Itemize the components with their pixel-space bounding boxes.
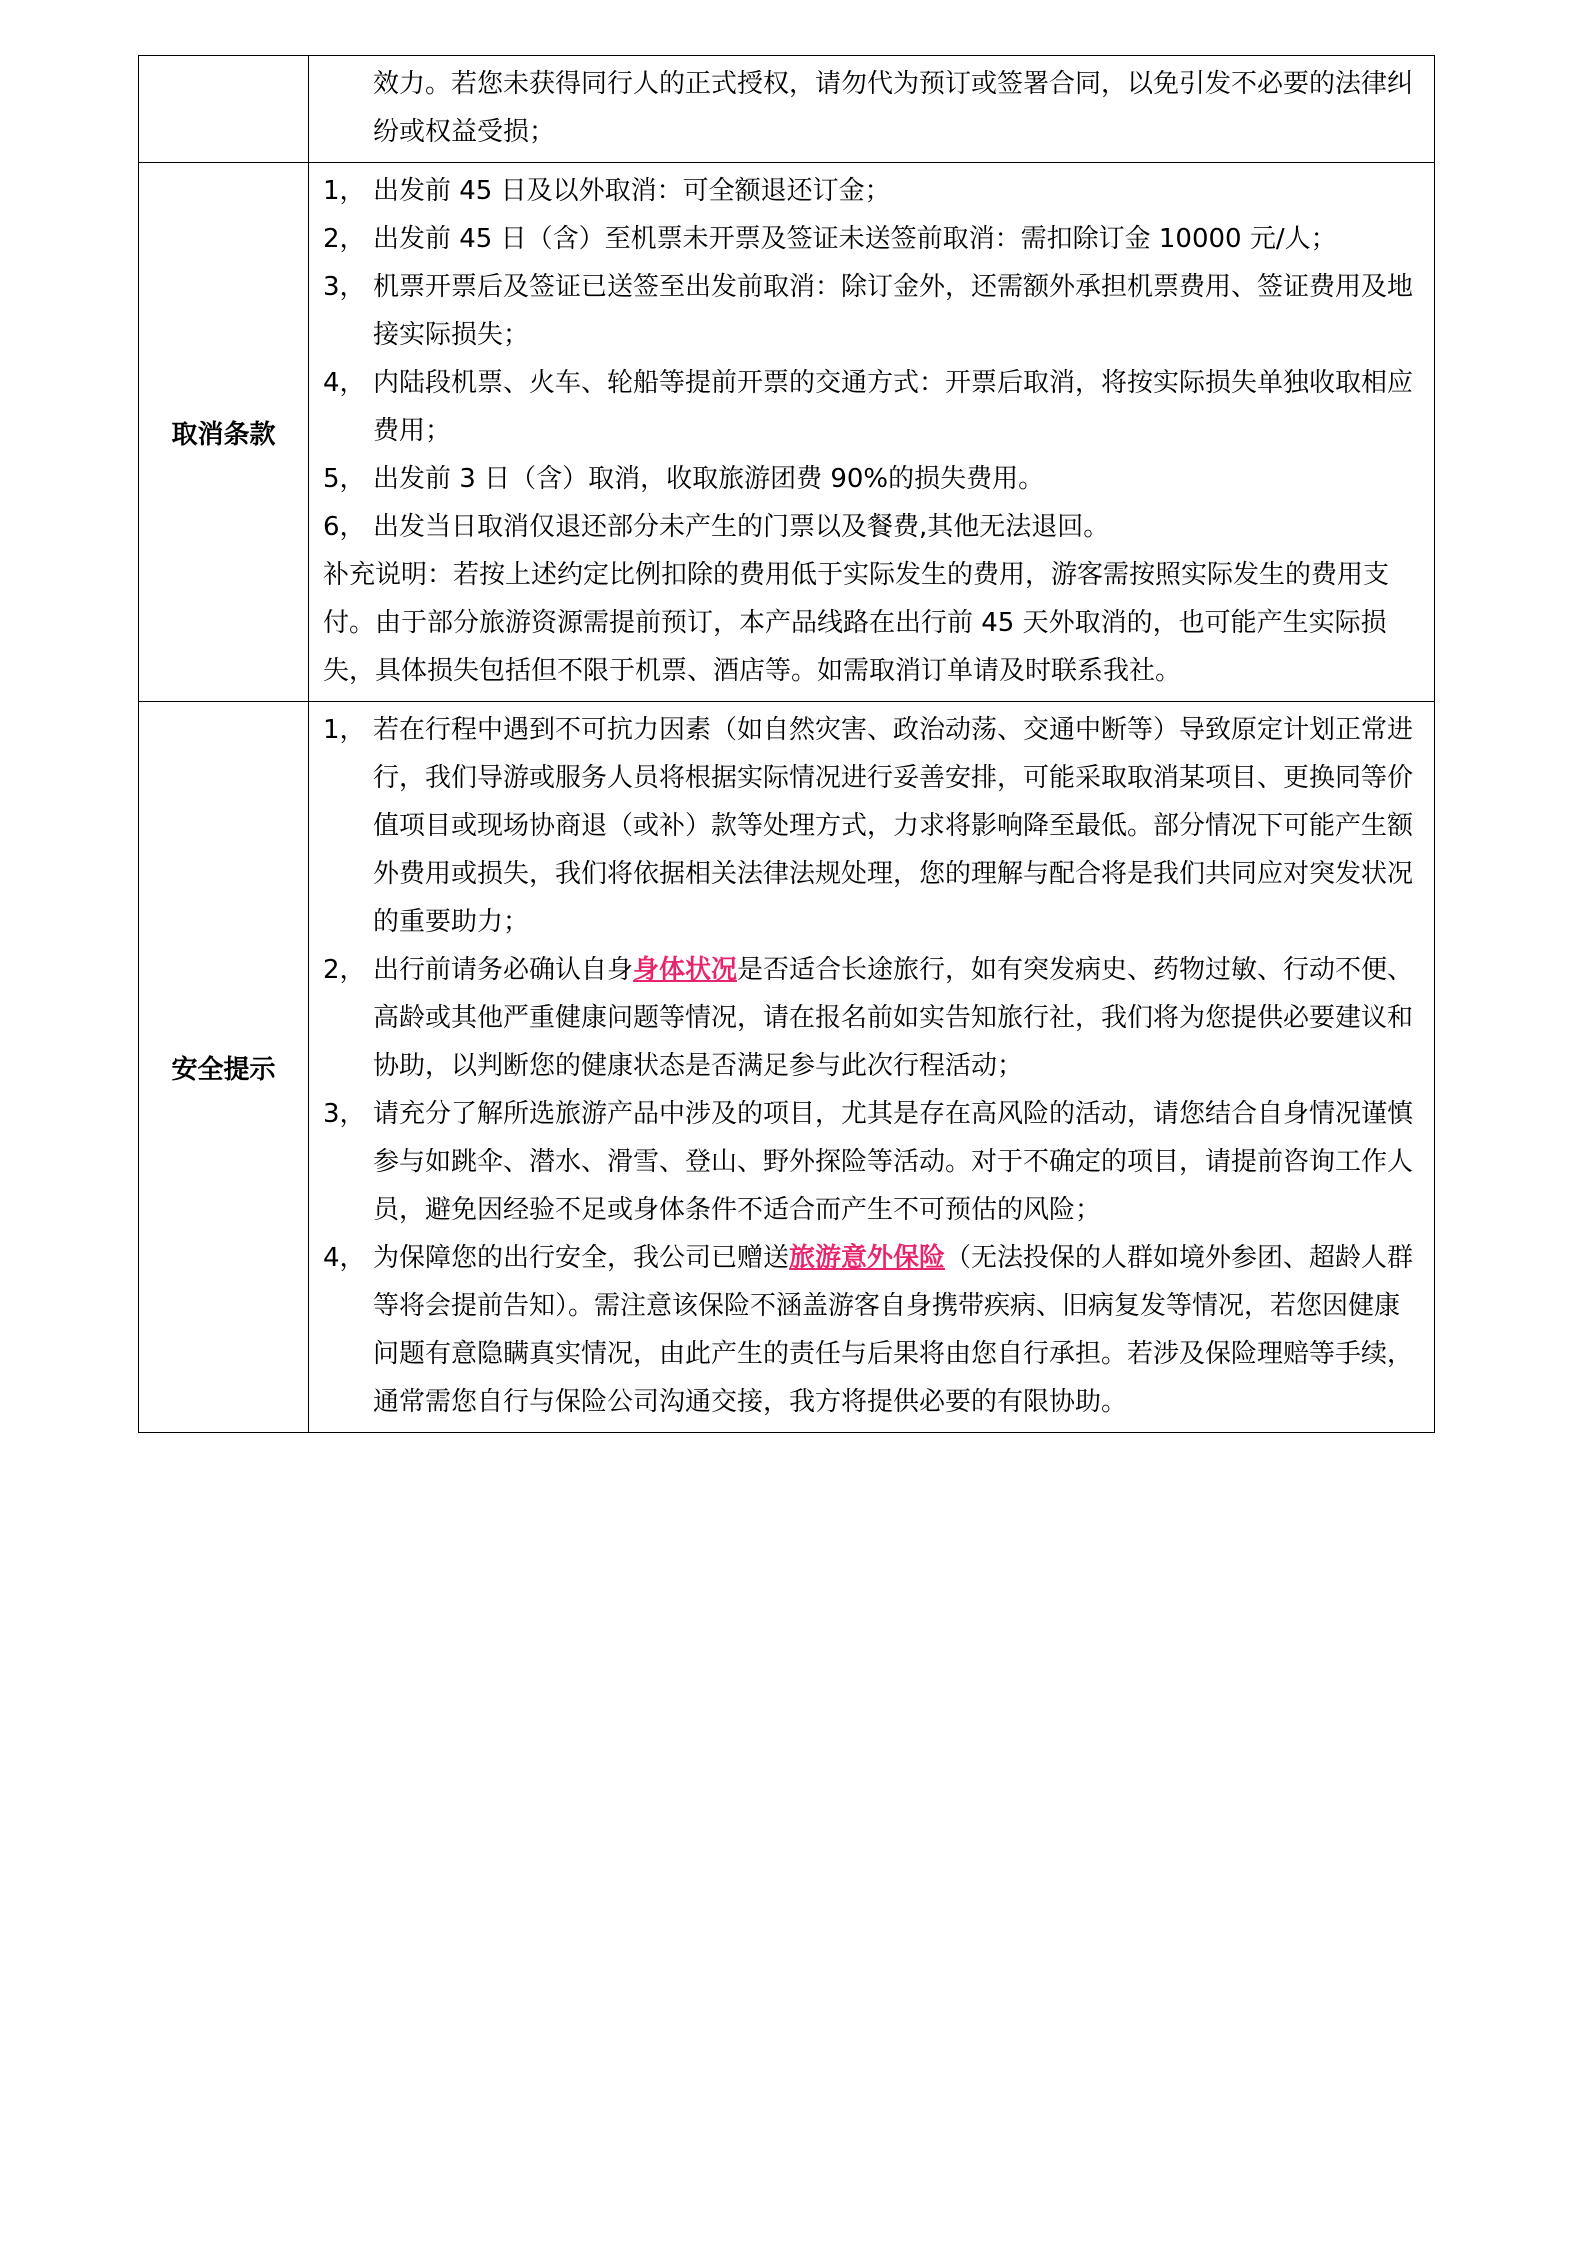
item-text: 出发前 3 日（含）取消，收取旅游团费 90%的损失费用。 bbox=[373, 464, 1045, 494]
health-status-link[interactable]: 身体状况 bbox=[633, 955, 738, 985]
cancellation-item bbox=[323, 263, 1420, 359]
item-text-after: （无法投保的人群如境外参团、超龄人群等将会提前告知）。需注意该保险不涵盖游客自身携带疾病、旧病复发等情况，若您因健康问题有意隐瞒真实情况，由此产生的责任与后果将由您自行承担。若涉及保险理赔等手续，通常需您自行与保险公司沟通交接，我方将提供必要的有限协助。 bbox=[373, 1243, 1414, 1417]
item-number: 2， bbox=[323, 955, 366, 985]
item-number: 2， bbox=[323, 224, 366, 254]
item-text: 请充分了解所选旅游产品中涉及的项目，尤其是存在高风险的活动，请您结合自身情况谨慎参与如跳伞、潜水、滑雪、登山、野外探险等活动。对于不确定的项目，请提前咨询工作人员，避免因经验不足或身体条件不适合而产生不可预估的风险； bbox=[373, 1099, 1414, 1225]
item-text bbox=[373, 946, 1420, 1090]
item-text: 出发前 45 日（含）至机票未开票及签证未送签前取消：需扣除订金 10000 元/人； bbox=[373, 224, 1337, 254]
cancellation-item bbox=[323, 167, 1420, 215]
cancellation-content bbox=[309, 163, 1435, 702]
item-number: 3， bbox=[323, 272, 366, 302]
table-row-safety bbox=[139, 702, 1435, 1433]
cancellation-item bbox=[323, 455, 1420, 503]
item-number: 6， bbox=[323, 512, 366, 542]
cancellation-item bbox=[323, 359, 1420, 455]
travel-insurance-link[interactable]: 旅游意外保险 bbox=[789, 1243, 946, 1273]
item-text-before: 为保障您的出行安全，我公司已赠送 bbox=[373, 1243, 790, 1273]
cancellation-note: 补充说明：若按上述约定比例扣除的费用低于实际发生的费用，游客需按照实际发生的费用支付。由于部分旅游资源需提前预订，本产品线路在出行前 45 天外取消的，也可能产生实际损失，具体损失包括但不限于机票、酒店等。如需取消订单请及时联系我社。 bbox=[323, 560, 1390, 686]
table-row-continued bbox=[139, 56, 1435, 163]
item-number: 1， bbox=[323, 176, 366, 206]
item-number: 4， bbox=[323, 368, 366, 398]
item-number: 1， bbox=[323, 715, 366, 745]
item-text-after: 是否适合长途旅行，如有突发病史、药物过敏、行动不便、高龄或其他严重健康问题等情况，请在报名前如实告知旅行社，我们将为您提供必要建议和协助，以判断您的健康状态是否满足参与此次行程活动； bbox=[373, 955, 1414, 1081]
item-number: 5， bbox=[323, 464, 366, 494]
safety-item bbox=[323, 1090, 1420, 1234]
continued-text-cell bbox=[309, 56, 1435, 163]
safety-label: 安全提示 bbox=[139, 702, 309, 1433]
item-text: 出发前 45 日及以外取消：可全额退还订金； bbox=[373, 176, 891, 206]
item-text: 机票开票后及签证已送签至出发前取消：除订金外，还需额外承担机票费用、签证费用及地接实际损失； bbox=[373, 272, 1414, 350]
item-text: 若在行程中遇到不可抗力因素（如自然灾害、政治动荡、交通中断等）导致原定计划正常进行，我们导游或服务人员将根据实际情况进行妥善安排，可能采取取消某项目、更换同等价值项目或现场协商退（或补）款等处理方式，力求将影响降至最低。部分情况下可能产生额外费用或损失，我们将依据相关法律法规处理，您的理解与配合将是我们共同应对突发状况的重要助力； bbox=[373, 715, 1414, 937]
safety-item bbox=[323, 946, 1420, 1090]
terms-table bbox=[138, 55, 1435, 1433]
cancellation-label: 取消条款 bbox=[139, 163, 309, 702]
safety-item bbox=[323, 706, 1420, 946]
item-text: 出发当日取消仅退还部分未产生的门票以及餐费,其他无法退回。 bbox=[373, 512, 1110, 542]
safety-content bbox=[309, 702, 1435, 1433]
item-text-before: 出行前请务必确认自身 bbox=[373, 955, 634, 985]
table-row-cancellation bbox=[139, 163, 1435, 702]
item-number: 4， bbox=[323, 1243, 366, 1273]
continued-paragraph: 效力。若您未获得同行人的正式授权，请勿代为预订或签署合同，以免引发不必要的法律纠纷或权益受损； bbox=[373, 69, 1414, 147]
item-number: 3， bbox=[323, 1099, 366, 1129]
safety-item bbox=[323, 1234, 1420, 1426]
item-text: 内陆段机票、火车、轮船等提前开票的交通方式：开票后取消，将按实际损失单独收取相应费用； bbox=[373, 368, 1414, 446]
row-label-empty bbox=[139, 56, 309, 163]
item-text bbox=[373, 1234, 1420, 1426]
cancellation-item bbox=[323, 503, 1420, 551]
cancellation-item bbox=[323, 215, 1420, 263]
